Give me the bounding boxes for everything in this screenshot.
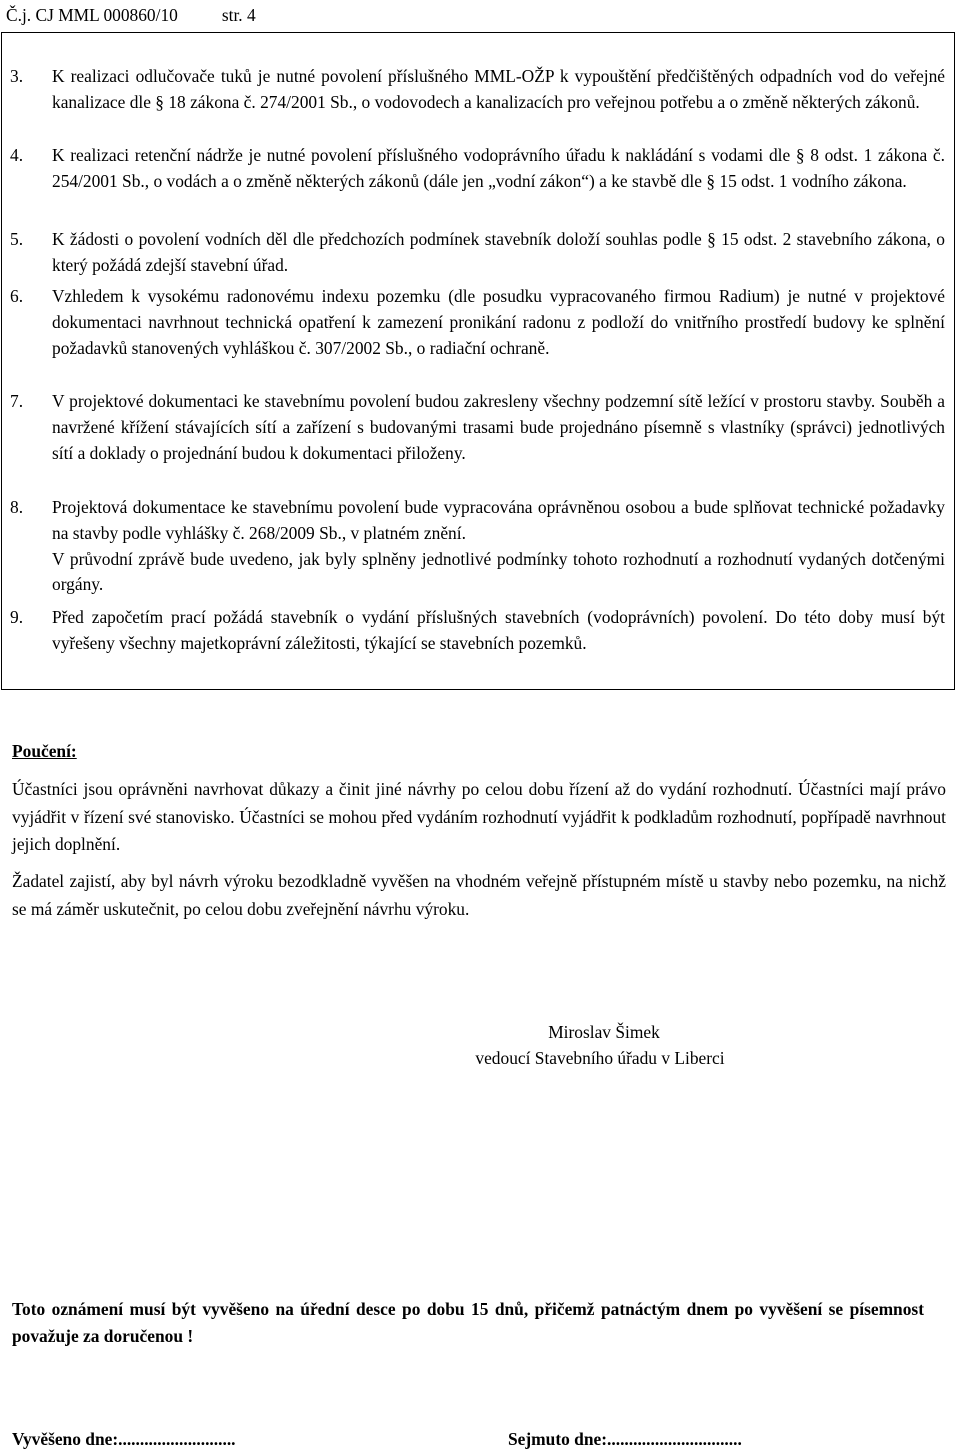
page-header xyxy=(6,4,256,26)
condition-item-3 xyxy=(10,64,945,116)
condition-paragraph: V projektové dokumentaci ke stavebnímu povolení budou zakresleny všechny podzemní sítě ležící v prostoru stavby. Souběh a navržené křížení stávajících sítí a zařízení s budovanými trasami bude projednáno písemně s vlastníky (správci) jednotlivých sítí a doklady o projednání budou k dokumentaci přiloženy. xyxy=(52,391,945,463)
condition-text xyxy=(52,495,945,598)
condition-number: 4. xyxy=(10,145,24,165)
signatory-name: Miroslav Šimek xyxy=(548,1022,660,1042)
condition-item-6 xyxy=(10,284,945,361)
condition-paragraph: V průvodní zprávě bude uvedeno, jak byly splněny jednotlivé podmínky tohoto rozhodnutí a rozhodnutí vydaných dotčenými orgány. xyxy=(52,548,945,595)
condition-text xyxy=(52,605,945,657)
signature-block xyxy=(0,1019,960,1071)
instruction-paragraph-1: Účastníci jsou oprávněni navrhovat důkazy a činit jiné návrhy po celou dobu řízení až do vydání rozhodnutí. Účastníci mají právo vyjádřit v řízení své stanovisko. Účastníci se mohou před vydáním rozhodnutí vyjádřit k podkladům rozhodnutí, popřípadě navrhnout jejich doplnění. xyxy=(12,779,946,854)
signatory-role: vedoucí Stavebního úřadu v Liberci xyxy=(475,1048,725,1068)
condition-number: 3. xyxy=(10,66,24,86)
condition-number: 9. xyxy=(10,607,24,627)
condition-text xyxy=(52,227,945,279)
instruction-paragraph-2: Žadatel zajistí, aby byl návrh výroku bezodkladně vyvěšen na vhodném veřejně přístupném místě u stavby nebo pozemku, na nichž se má záměr uskutečnit, po celou dobu zveřejnění návrhu výroku. xyxy=(12,871,946,919)
condition-item-9 xyxy=(10,605,945,657)
reference-number: Č.j. CJ MML 000860/10 xyxy=(6,5,178,25)
condition-item-7 xyxy=(10,389,945,466)
condition-text xyxy=(52,284,945,361)
posted-date-field: Vyvěšeno dne:........................... xyxy=(12,1429,236,1449)
condition-item-5 xyxy=(10,227,945,279)
condition-number: 5. xyxy=(10,229,24,249)
condition-paragraph: Projektová dokumentace ke stavebnímu povolení bude vypracována oprávněnou osobou a bude splňovat technické požadavky na stavby podle vyhlášky č. 268/2009 Sb., v platném znění. xyxy=(52,497,945,543)
instruction-title: Poučení: xyxy=(12,741,77,761)
condition-text xyxy=(52,64,945,116)
condition-number: 8. xyxy=(10,497,24,517)
removed-date-field: Sejmuto dne:............................... xyxy=(508,1429,742,1449)
condition-text xyxy=(52,143,945,195)
page-number: str. 4 xyxy=(221,5,256,25)
condition-paragraph: K žádosti o povolení vodních děl dle předchozích podmínek stavebník doloží souhlas podle § 15 odst. 2 stavebního zákona, o který požádá zdejší stavební úřad. xyxy=(52,229,945,275)
condition-item-8 xyxy=(10,495,945,598)
condition-text xyxy=(52,389,945,466)
condition-paragraph: K realizaci odlučovače tuků je nutné povolení příslušného MML-OŽP k vypouštění předčištěných odpadních vod do veřejné kanalizace dle § 18 zákona č. 274/2001 Sb., o vodovodech a kanalizacích pro veřejnou potřebu a o změně některých zákonů. xyxy=(52,66,945,112)
condition-number: 6. xyxy=(10,286,24,306)
condition-paragraph: Vzhledem k vysokému radonovému indexu pozemku (dle posudku vypracovaného firmou Radium) je nutné v projektové dokumentaci navrhnout technická opatření k zamezení pronikání radonu z podloží do vnitřního prostředí budovy ke splnění požadavků stanovených vyhláškou č. 307/2002 Sb., o radiační ochraně. xyxy=(52,286,945,358)
posting-notice: Toto oznámení musí být vyvěšeno na úřední desce po dobu 15 dnů, přičemž patnáctým dnem po vyvěšení se písemnost považuje za doručenou ! xyxy=(12,1299,924,1346)
condition-paragraph: K realizaci retenční nádrže je nutné povolení příslušného vodoprávního úřadu k nakládání s vodami dle § 8 odst. 1 zákona č. 254/2001 Sb., o vodách a o změně některých zákonů (dále jen „vodní zákon“) a ke stavbě dle § 15 odst. 1 vodního zákona. xyxy=(52,145,945,191)
condition-paragraph: Před započetím prací požádá stavebník o vydání příslušných stavebních (vodoprávních) povolení. Do této doby musí být vyřešeny všechny majetkoprávní záležitosti, týkající se stavebních pozemků. xyxy=(52,607,945,653)
condition-item-4 xyxy=(10,143,945,195)
condition-number: 7. xyxy=(10,391,24,411)
